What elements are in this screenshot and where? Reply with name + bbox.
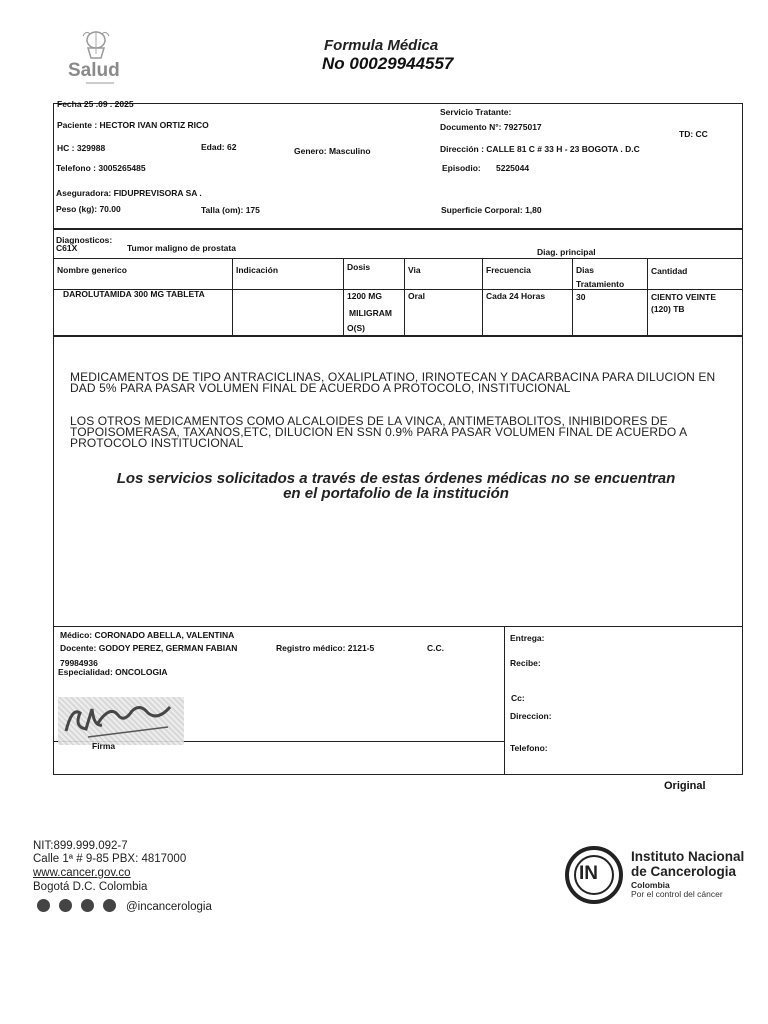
header-tratamiento: Tratamiento [576, 279, 625, 289]
col-divider-4 [482, 258, 483, 336]
paciente-field: Paciente : HECTOR IVAN ORTIZ RICO [57, 120, 209, 130]
superficie-field: Superficie Corporal: 1,80 [441, 205, 542, 215]
portfolio-notice-l2: en el portafolio de la institución [283, 485, 509, 502]
facebook-icon [37, 899, 50, 912]
episodio-value: 5225044 [496, 163, 530, 173]
header-cantidad: Cantidad [651, 266, 688, 276]
header-indicacion: Indicación [236, 265, 279, 275]
cell-nombre: DAROLUTAMIDA 300 MG TABLETA [63, 289, 205, 299]
aseguradora-field: Aseguradora: FIDUPREVISORA SA . [56, 188, 202, 198]
fecha-field: Fecha 25 .09 . 2025 [57, 99, 134, 109]
institute-country: Colombia [631, 880, 670, 890]
coat-of-arms-icon [66, 26, 132, 64]
diagnosis-code: C61X [56, 243, 78, 253]
col-divider-6 [647, 258, 648, 336]
footer-web: www.cancer.gov.co [33, 867, 131, 879]
documento-field: Documento N°: 79275017 [440, 122, 542, 132]
cc-delivery-label: Cc: [511, 693, 525, 703]
medico-field: Médico: CORONADO ABELLA, VALENTINA [60, 630, 235, 640]
footer-nit: NIT:899.999.092-7 [33, 840, 128, 852]
docente-field: Docente: GODOY PEREZ, GERMAN FABIAN [60, 643, 238, 653]
direccion-delivery-label: Direccion: [510, 711, 552, 721]
formula-number: No 00029944557 [322, 54, 454, 73]
firma-label: Firma [92, 741, 116, 751]
col-divider-2 [343, 258, 344, 336]
salud-logo-text: Salud [68, 60, 120, 81]
registro-field: Registro médico: 2121-5 [276, 643, 375, 653]
footer-social-handle: @incancerologia [126, 901, 212, 913]
copy-label: Original [664, 780, 706, 792]
edad-field: Edad: 62 [201, 142, 237, 152]
institute-slogan: Por el control del cáncer [631, 889, 723, 899]
servicio-field: Servicio Tratante: [440, 107, 512, 117]
institute-name-l2: de Cancerologia [631, 864, 737, 879]
entrega-label: Entrega: [510, 633, 545, 643]
diag-principal-label: Diag. principal [537, 247, 596, 257]
cell-cantidad-1: CIENTO VEINTE [651, 292, 717, 302]
table-top-line [53, 258, 742, 259]
col-divider-5 [572, 258, 573, 336]
cell-frecuencia: Cada 24 Horas [486, 291, 546, 301]
peso-field: Peso (kg): 70.00 [56, 204, 121, 214]
cell-dosis-2: MILIGRAM [349, 308, 392, 318]
note-antraciclinas-l1: MEDICAMENTOS DE TIPO ANTRACICLINAS, OXALIPLATINO, IRINOTECAN Y DACARBACINA PARA DILUCION EN [70, 370, 716, 384]
portfolio-notice-l1: Los servicios solicitados a través de estas órdenes médicas no se encuentran [116, 470, 676, 487]
header-via: Via [408, 265, 421, 275]
especialidad-field: Especialidad: ONCOLOGIA [58, 667, 168, 677]
cell-cantidad-2: (120) TB [651, 304, 685, 314]
note-otros-l2: TOPOISOMERASA, TAXANOS,ETC, DILUCION EN SSN 0.9% PARA PASAR VOLUMEN FINAL DE ACUERDO A [70, 425, 688, 439]
episodio-label: Episodio: [442, 163, 481, 173]
footer-address: Calle 1ª # 9-85 PBX: 4817000 [33, 853, 187, 865]
note-antraciclinas-l2: DAD 5% PARA PASAR VOLUMEN FINAL DE ACUERDO A PROTOCOLO, INSTITUCIONAL [70, 381, 571, 395]
header-dias: Dias [576, 265, 594, 275]
cell-via: Oral [408, 291, 426, 301]
direccion-field: Dirección : CALLE 81 C # 33 H - 23 BOGOTA . D.C [440, 144, 640, 154]
hc-field: HC : 329988 [57, 143, 106, 153]
cell-dosis-1: 1200 MG [347, 291, 382, 301]
col-divider-3 [404, 258, 405, 336]
youtube-icon [103, 899, 116, 912]
delivery-divider [504, 626, 505, 774]
note-otros-l1: LOS OTROS MEDICAMENTOS COMO ALCALOIDES DE LA VINCA, ANTIMETABOLITOS, INHIBIDORES DE [70, 414, 668, 428]
document-title: Formula Médica [324, 37, 439, 54]
cell-dias: 30 [576, 292, 586, 302]
cc-field: C.C. [427, 643, 444, 653]
header-nombre: Nombre generico [57, 265, 127, 275]
td-field: TD: CC [679, 129, 708, 139]
header-dosis: Dosis [347, 262, 371, 272]
instagram-icon [81, 899, 94, 912]
talla-field: Talla (om): 175 [201, 205, 260, 215]
genero-field: Genero: Masculino [294, 146, 371, 156]
telefono-field: Telefono : 3005265485 [56, 163, 146, 173]
logo-underline [86, 82, 114, 84]
social-icons [37, 899, 121, 913]
diagnosis-description: Tumor maligno de prostata [127, 243, 236, 253]
doctor-id: 79984936 [60, 658, 98, 668]
telefono-delivery-label: Telefono: [510, 743, 548, 753]
cell-dosis-3: O(S) [347, 323, 365, 333]
col-divider-1 [232, 258, 233, 336]
note-otros-l3: PROTOCOLO INSTITUCIONAL [70, 436, 244, 450]
salud-logo [66, 26, 132, 84]
recibe-label: Recibe: [510, 658, 541, 668]
institute-logo-letters: IN [579, 863, 598, 884]
signature-image [58, 697, 184, 745]
footer-city: Bogotá D.C. Colombia [33, 881, 148, 893]
diagnosticos-label: Diagnosticos: [56, 235, 113, 245]
institute-name-l1: Instituto Nacional [631, 849, 745, 864]
twitter-icon [59, 899, 72, 912]
institute-logo [564, 845, 624, 905]
header-frecuencia: Frecuencia [486, 265, 531, 275]
